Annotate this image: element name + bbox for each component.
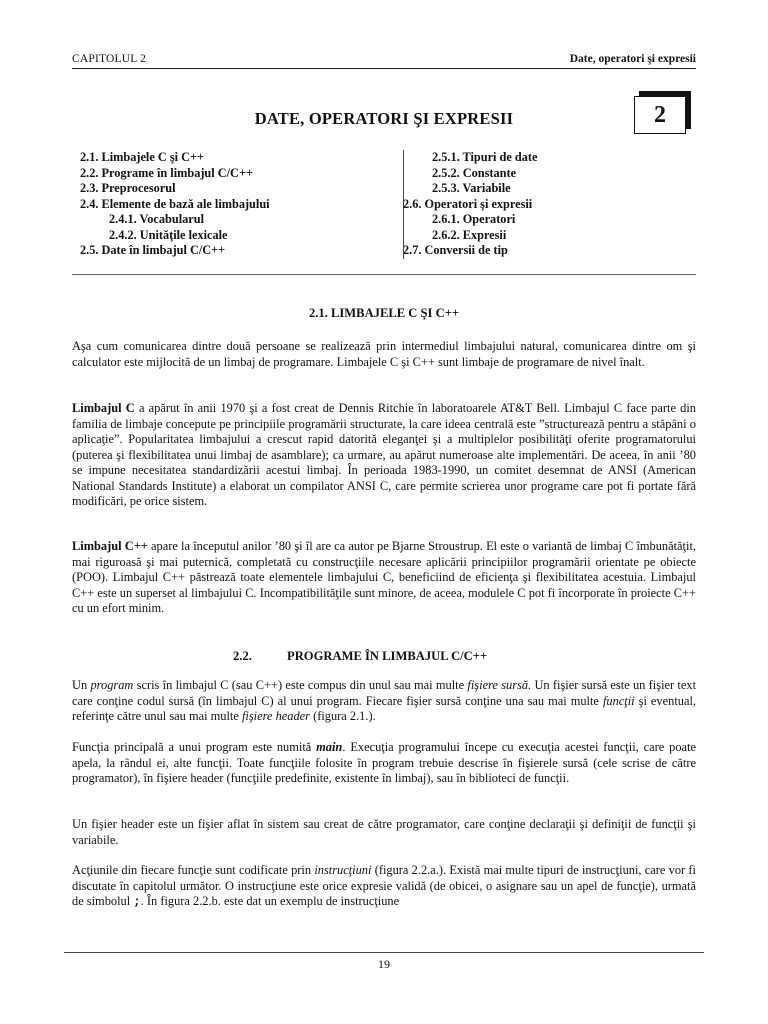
paragraph-lead: Limbajul C++ <box>72 539 148 553</box>
toc-item: 2.7. Conversii de tip <box>403 243 508 257</box>
chapter-topic: Date, operatori şi expresii <box>569 53 696 65</box>
text: Un <box>72 678 91 692</box>
running-header <box>72 50 696 70</box>
toc-item: 2.5.1. Tipuri de date <box>432 150 538 164</box>
toc-item: 2.5.3. Variabile <box>432 181 511 195</box>
chapter-label: CAPITOLUL 2 <box>72 53 147 65</box>
toc-item: 2.6. Operatori şi expresii <box>403 196 533 211</box>
text: scris în limbajul C (sau C++) este compus din unul sau mai multe <box>133 678 468 692</box>
paragraph-text: a apărut în anii 1970 şi a fost creat de Dennis Ritchie în laboratoarele AT&T Bell. Limbajul C face parte din familia de limbaje concepute pe principiile programării structurate, la care ideea centrală este ”structurează pentru a stăpâni o aplicaţie”. Popularitatea limbajului a crescut rapid datorită eleganţei şi a multiplelor posibilităţi oferite programatorului (puterea şi flexibilitatea unui limbaj de asamblare); ca urmare, au apărut numeroase alte implementări. De aceea, în anii ’80 se impune necesitatea standardizării acestui limbaj. În perioada 1983-1990, un comitet desemnat de ANSI (American National Standards Institute) a elaborat un compilator ANSI C, care permite scrierea unor programe care pot fi portate fără modificări, pe orice sistem. <box>72 401 696 508</box>
term: funcţii <box>602 693 635 708</box>
text: . Execuţia programului începe cu execuţia acestei funcţii, care poate apela, la rândul ei, alte funcţii. Toate funcţiile folosite în program trebuie descrise în fişierele sursă (cele scrise de către programator), în fişiere header (funcţiile predefinite, existente în limbaj), sau în biblioteci de funcţii. <box>72 740 696 785</box>
text: . În figura 2.2.b. este dat un exemplu de instrucţiune <box>140 894 400 908</box>
toc-right-column <box>403 150 693 259</box>
term: fişiere header <box>241 709 310 723</box>
paragraph <box>72 740 696 787</box>
chapter-title: DATE, OPERATORI ŞI EXPRESII <box>254 109 514 128</box>
code-symbol: ; <box>133 895 141 909</box>
paragraph: Un fişier header este un fişier aflat în sistem sau creat de către programator, care conţine declaraţii şi definiţii de funcţii şi variabile. <box>72 817 696 847</box>
toc-rule <box>72 274 696 275</box>
paragraph <box>72 678 696 725</box>
paragraph-text: apare la începutul anilor ’80 şi îl are ca autor pe Bjarne Stroustrup. El este o variantă de limbaj C îmbunătăţit, mai riguroasă şi mai puternică, completată cu construcţiile necesare aplicării principiilor programării orientate pe obiecte (POO). Limbajul C++ păstrează toate elementele limbajului C, beneficiind de eficienţa şi flexibilitatea acestuia. Limbajul C++ este un superset al limbajului C. Incompatibilităţile sunt minore, de aceea, modulele C pot fi încorporate în proiecte C++ cu un efort minim. <box>72 539 696 615</box>
toc-item: 2.3. Preprocesorul <box>80 181 176 195</box>
toc-item: 2.4. Elemente de bază ale limbajului <box>80 196 270 211</box>
toc-item: 2.6.1. Operatori <box>432 212 516 226</box>
toc-item: 2.4.1. Vocabularul <box>109 212 204 226</box>
section-number: 2.2. <box>233 649 252 663</box>
toc-item: 2.6.2. Expresii <box>432 227 507 242</box>
term: fişiere sursă. <box>467 678 532 692</box>
toc-item: 2.1. Limbajele C şi C++ <box>80 150 204 164</box>
header-rule <box>72 68 696 69</box>
footer-rule <box>64 952 704 953</box>
toc-item: 2.5. Date în limbajul C/C++ <box>80 243 226 257</box>
paragraph: Aşa cum comunicarea dintre două persoane se realizează prin intermediul limbajului natural, comunicarea dintre om şi calculator este mijlocită de un limbaj de programare. Limbajele C şi C++ sunt limbaje de programare de nivel înalt. <box>72 339 696 369</box>
toc-item: 2.5.2. Constante <box>432 165 517 180</box>
term: instrucţiuni <box>314 863 372 877</box>
text: (figura 2.1.). <box>309 709 376 723</box>
toc-item: 2.4.2. Unităţile lexicale <box>109 227 228 242</box>
toc-item: 2.2. Programe în limbajul C/C++ <box>80 165 253 180</box>
term: program <box>90 678 134 692</box>
text: (figura 2.2.a.). Există mai multe tipuri de instrucţiuni, care vor fi discutate în capitolul următor. O instrucţiune este orice expresie validă (de obicei, o asignare sau un apel de funcţie), urmată de simbolul <box>72 863 696 908</box>
text: Un fişier sursă este un fişier text care conţine codul sursă (în limbajul C) al unui program. Fiecare fişier sursă conţine una sau mai multe <box>72 678 697 708</box>
text: Funcţia principală a unui program este numită <box>72 740 317 754</box>
paragraph-lead: Limbajul C <box>72 401 135 415</box>
paragraph <box>72 539 696 617</box>
section-title-text: PROGRAME ÎN LIMBAJUL C/C++ <box>287 649 488 663</box>
chapter-number-box: 2 <box>634 96 686 134</box>
page-number: 19 <box>378 957 390 971</box>
text: Acţiunile din fiecare funcţie sunt codificate prin <box>72 863 315 877</box>
toc-left-column <box>80 150 380 259</box>
term: main <box>316 740 343 754</box>
paragraph <box>72 401 696 510</box>
text: şi eventual, referinţe către unul sau mai multe <box>72 693 696 723</box>
paragraph <box>72 863 696 911</box>
section-title: 2.1. LIMBAJELE C ŞI C++ <box>308 306 460 320</box>
